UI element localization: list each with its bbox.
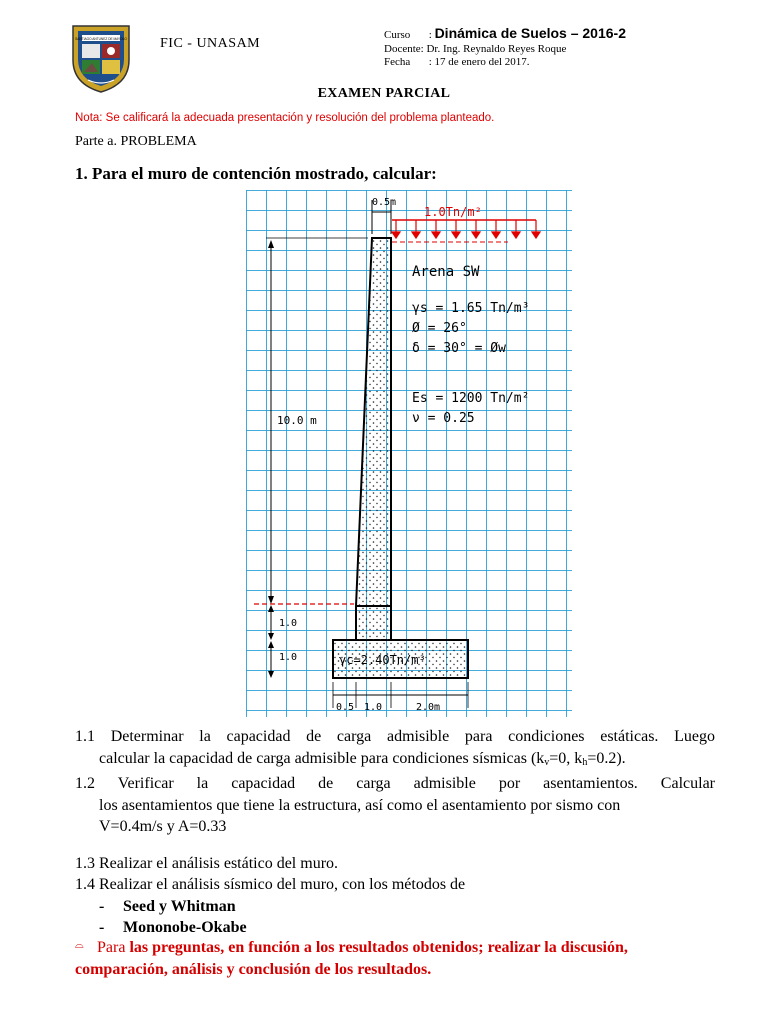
kv-subscript: v <box>544 756 550 768</box>
top-width-label: 0.5m <box>372 197 397 208</box>
grid-paper <box>246 190 572 717</box>
surcharge-label: 1.0Tn/m² <box>424 205 482 219</box>
exam-title: EXAMEN PARCIAL <box>317 86 451 101</box>
crest-text: SANTIAGO ANTUNEZ DE MAYOLO <box>75 37 127 41</box>
date-row <box>384 56 626 70</box>
gamma-s: γs = 1.65 Tn/m³ <box>412 301 530 316</box>
grading-note: Nota: Se calificará la adecuada presentación y resolución del problema planteado. <box>75 112 495 124</box>
method-mononobe-okabe: Mononobe-Okabe <box>123 919 247 936</box>
item-1-3: 1.3 Realizar el análisis estático del muro. <box>75 854 339 872</box>
concrete-unit-weight: γc=2.40Tn/m³ <box>339 653 426 667</box>
elastic-modulus: Es = 1200 Tn/m² <box>412 391 530 406</box>
course-row <box>384 27 626 43</box>
date-value: : 17 de enero del 2017. <box>428 56 530 68</box>
kh-subscript: h <box>582 756 588 768</box>
dash-marker: - <box>99 919 105 936</box>
course-value: Dinámica de Suelos – 2016-2 <box>434 25 626 41</box>
phi-angle: Ø = 26° <box>412 321 467 336</box>
item-1-2-line-3: V=0.4m/s y A=0.33 <box>99 818 227 835</box>
date-label: Fecha <box>384 56 411 68</box>
teacher-value: Dr. Ing. Reynaldo Reyes Roque <box>426 42 567 55</box>
course-sep: : <box>428 29 432 41</box>
course-label: Curso <box>384 29 411 41</box>
kv-value: =0, k <box>549 749 583 767</box>
item-1-1-line-2 <box>75 748 715 774</box>
toe-width-label: 0.5 <box>336 702 355 713</box>
question-1: 1. Para el muro de contención mostrado, calcular: <box>75 164 437 183</box>
soil-type: Arena SW <box>412 264 480 280</box>
final-instruction <box>75 934 715 981</box>
method-seed-whitman: Seed y Whitman <box>123 897 236 915</box>
item-1-1-line-1: 1.1 Determinar la capacidad de carga admisible para condiciones estáticas. Luego <box>75 728 715 745</box>
university-crest <box>70 22 132 94</box>
retaining-wall-figure <box>246 190 572 717</box>
item-1-1-text: calcular la capacidad de carga admisible para condiciones sísmicas (k <box>99 749 545 767</box>
delta-angle: δ = 30° = Øw <box>412 341 506 356</box>
task-list <box>75 726 715 939</box>
embed-depth-label: 1.0 <box>279 618 298 629</box>
poisson-ratio: ν = 0.25 <box>412 411 475 426</box>
dash-marker: - <box>99 897 105 915</box>
kh-value: =0.2). <box>587 749 626 767</box>
institution-name: FIC - UNASAM <box>160 36 261 51</box>
height-label: 10.0 m <box>277 414 317 427</box>
item-1-2-line-2: los asentamientos que tiene la estructura, así como el asentamiento por sismo con <box>99 796 621 814</box>
footing-thickness-label: 1.0 <box>279 652 298 663</box>
teacher-label: Docente: <box>384 42 424 55</box>
bullet-icon: ⌓ <box>75 939 84 951</box>
stem-base-width-label: 1.0 <box>364 702 383 713</box>
part-label: Parte a. PROBLEMA <box>75 134 197 149</box>
teacher-row <box>384 43 626 57</box>
final-lead: Para <box>97 939 130 956</box>
heel-width-label: 2.0m <box>416 702 441 713</box>
final-bold-text: las preguntas, en función a los resultados obtenidos; realizar la discusión, comparación, análisis y conclusión de los resultados. <box>75 939 628 978</box>
item-1-2-line-1: 1.2 Verificar la capacidad de carga admisible por asentamientos. Calcular <box>75 775 715 792</box>
method-item <box>75 896 715 918</box>
item-1-4: 1.4 Realizar el análisis sísmico del muro, con los métodos de <box>75 876 466 893</box>
course-meta <box>384 27 626 70</box>
